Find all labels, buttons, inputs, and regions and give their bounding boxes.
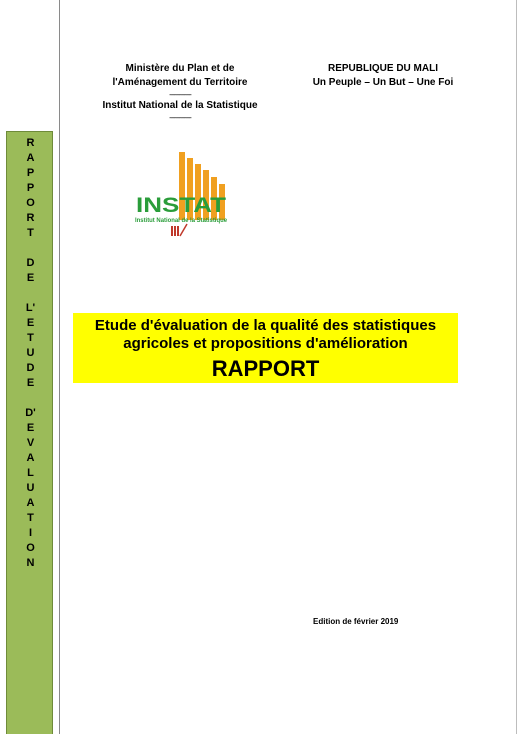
sidebar-letter: O [26,542,35,554]
page-left-border [59,0,60,734]
sidebar-letter: T [27,332,34,344]
instat-logo [133,150,229,240]
sidebar-letter: A [26,497,35,509]
sidebar-letter: A [26,152,35,164]
country-name: REPUBLIQUE DU MALI [328,63,438,74]
sidebar-letter: E [26,272,35,284]
sidebar-letter: N [26,557,35,569]
sidebar-letter: U [26,347,35,359]
page-right-border [516,0,517,734]
ministry-line1: Ministère du Plan et de [125,63,235,74]
sidebar-letter [7,391,54,406]
sidebar-letters [7,136,54,571]
sidebar-letter: T [27,512,34,524]
sidebar-letter: R [26,137,35,149]
sidebar-letter: P [26,182,35,194]
edition-date: Edition de février 2019 [313,617,399,626]
sidebar-letter: E [26,377,35,389]
institute-name: Institut National de la Statistique [102,100,258,111]
sidebar-letter: V [26,437,35,449]
logo-text: INSTAT [136,194,227,217]
sidebar-letter: D [26,257,35,269]
logo-subtitle: Institut National de la Statistique [135,218,228,224]
sidebar-letter: I [28,527,33,539]
sidebar-letter [7,286,54,301]
title-line1: Etude d'évaluation de la qualité des statistiques [94,317,437,334]
vertical-title-sidebar [6,131,53,734]
sidebar-letter: D' [25,407,36,419]
country-motto: Un Peuple – Un But – Une Foi [312,77,454,88]
title-line2: agricoles et propositions d'amélioration [123,335,408,352]
sidebar-letter: R [26,212,35,224]
separator: ------------- [169,113,191,122]
sidebar-letter: E [26,317,35,329]
sidebar-letter: U [26,482,35,494]
ministry-header [96,62,264,122]
sidebar-letter: O [26,197,35,209]
sidebar-letter: E [26,422,35,434]
sidebar-letter: L' [25,302,36,314]
sidebar-letter: L [27,467,34,479]
country-header [300,62,466,90]
ministry-line2: l'Aménagement du Territoire [112,77,248,88]
sidebar-letter: P [26,167,35,179]
report-title-box [73,313,458,383]
separator: ------------- [169,90,191,99]
sidebar-letter: T [27,227,34,239]
sidebar-letter [7,241,54,256]
title-rapport: RAPPORT [211,356,320,381]
sidebar-letter: D [26,362,35,374]
sidebar-letter: A [26,452,35,464]
logo-flag-mark [171,224,187,236]
